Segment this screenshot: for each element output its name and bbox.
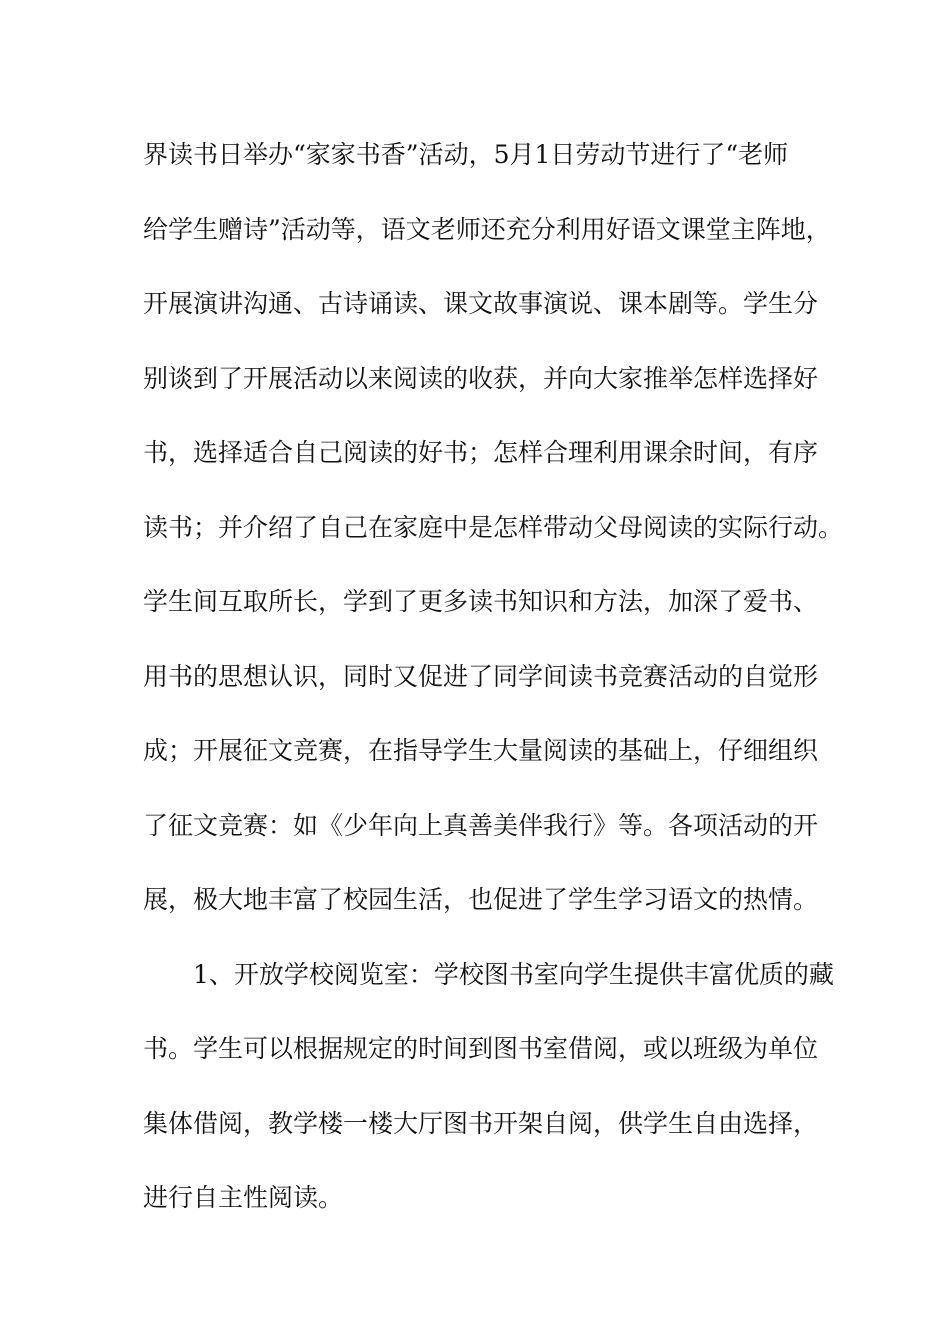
text-line: 1、开放学校阅览室：学校图书室向学生提供丰富优质的藏: [193, 959, 834, 989]
text-line: 进行自主性阅读。: [143, 1183, 344, 1212]
document-body: [143, 131, 844, 1249]
text-line: 读书；并介绍了自己在家庭中是怎样带动父母阅读的实际行动。: [143, 512, 844, 542]
text-line: 给学生赠诗”活动等，语文老师还充分利用好语文课堂主阵地，: [143, 214, 831, 244]
paragraph-1: [143, 131, 844, 951]
text-line: 学生间互取所长，学到了更多读书知识和方法，加深了爱书、: [143, 587, 819, 616]
text-line: 界读书日举办“家家书香”活动，5月1日劳动节进行了“老师: [143, 140, 789, 169]
text-line: 展，极大地丰富了校园生活，也促进了学生学习语文的热情。: [143, 885, 819, 914]
text-line: 开展演讲沟通、古诗诵读、课文故事演说、课本剧等。学生分: [143, 289, 819, 318]
text-line: 用书的思想认识，同时又促进了同学间读书竞赛活动的自觉形: [143, 661, 819, 691]
text-line: 了征文竞赛：如《少年向上真善美伴我行》等。各项活动的开: [143, 810, 819, 840]
paragraph-2: [143, 951, 834, 1249]
text-line: 书，选择适合自己阅读的好书；怎样合理利用课余时间，有序: [143, 438, 819, 467]
text-line: 成；开展征文竞赛，在指导学生大量阅读的基础上，仔细组织: [143, 736, 819, 765]
text-line: 集体借阅，教学楼一楼大厅图书开架自阅，供学生自由选择，: [143, 1108, 819, 1138]
text-line: 书。学生可以根据规定的时间到图书室借阅，或以班级为单位: [143, 1034, 819, 1063]
text-line: 别谈到了开展活动以来阅读的收获，并向大家推举怎样选择好: [143, 363, 819, 393]
